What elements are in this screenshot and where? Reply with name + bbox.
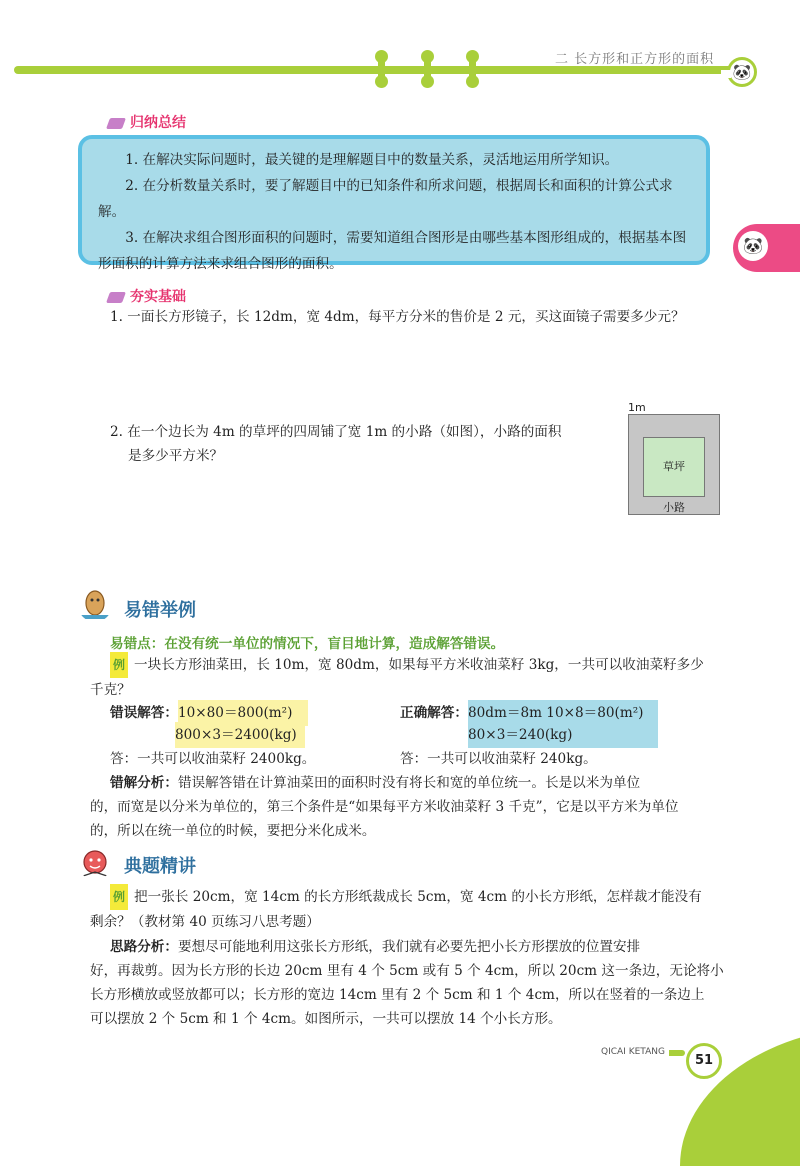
right-answer-line-2: 80×3＝240(kg) [468,722,658,748]
analysis-line-2: 的，而宽是以分米为单位的，第三个条件是“如果每平方米收油菜籽 3 千克”，它是以平方米为单位 [90,799,679,815]
footer-brand: QICAI KETANG [597,1047,669,1057]
summary-item: 3. 在解决求组合图形面积的问题时，需要知道组合图形是由哪些基本图形组成的，根据基本图形面积的计算方法来求组合图形的面积。 [98,230,687,272]
classic-analysis-line-1: 思路分析：要想尽可能地利用这张长方形纸，我们就有必要先把小长方形摆放的位置安排 [110,939,641,955]
example-line-1: 例 一块长方形油菜田，长 10m，宽 80dm，如果每平方米收油菜籽 3kg，一共可以收油菜籽多少 [110,652,704,678]
question-1: 1. 一面长方形镜子，长 12dm，宽 4dm，每平方分米的售价是 2 元，买这面镜子需要多少元？ [110,309,685,325]
mistakes-title: 易错举例 [124,600,196,621]
summary-box [78,135,710,272]
summary-item: 2. 在分析数量关系时，要了解题目中的已知条件和所求问题，根据周长和面积的计算公式求解。 [98,178,673,220]
analysis-line-3: 的，所以在统一单位的时候，要把分米化成米。 [90,823,376,839]
example-badge: 例 [110,652,128,678]
chapter-title: 二 长方形和正方形的面积 [555,52,715,67]
wrong-answer-result: 答：一共可以收油菜籽 2400kg。 [110,751,316,767]
right-answer-result: 答：一共可以收油菜籽 240kg。 [400,751,597,767]
summary-tag: 归纳总结 [108,112,186,132]
classic-analysis-line-2: 好，再裁剪。因为长方形的长边 20cm 里有 4 个 5cm 或有 5 个 4cm，所以 20cm 这一条边，无论将小 [90,963,724,979]
path-label: 小路 [663,501,685,514]
question-2-line-2: 是多少平方米？ [128,448,224,464]
analysis-line-1: 错解分析：错误解答错在计算油菜田的面积时没有将长和宽的单位统一。长是以米为单位 [110,775,641,791]
wrong-answer-line-2: 800×3＝2400(kg) [175,722,305,748]
summary-item: 1. 在解决实际问题时，最关键的是理解题目中的数量关系，灵活地运用所学知识。 [125,152,619,168]
classic-title: 典题精讲 [124,856,196,877]
header-bar [14,66,734,74]
page-number: 51 [686,1043,722,1079]
example-badge: 例 [110,884,128,910]
binder-clip-icon [469,52,476,86]
example-line-2: 千克？ [90,682,131,698]
panda-icon: 🐼 [727,57,757,87]
mistakes-mascot-icon [78,588,112,626]
binder-clip-icon [378,52,385,86]
right-answer-line-1: 正确解答：80dm＝8m 10×8＝80(m²) [400,700,658,726]
classic-example-line-2: 剩余？（教材第 40 页练习八思考题） [90,914,320,930]
binder-clip-icon [424,52,431,86]
basics-tag: 夯实基础 [108,286,186,306]
lawn-square: 草坪 [643,437,705,497]
dimension-label: 1m [628,401,646,414]
classic-analysis-line-4: 可以摆放 2 个 5cm 和 1 个 4cm。如图所示，一共可以摆放 14 个小长方形。 [90,1011,562,1027]
book-icon [106,292,126,303]
book-icon [106,118,126,129]
classic-mascot-icon [78,846,112,884]
wrong-answer-line-1: 错误解答：10×80＝800(m²) [110,700,308,726]
classic-analysis-line-3: 长方形横放或竖放都可以；长方形的宽边 14cm 里有 2 个 5cm 和 1 个 4cm，所以在竖着的一条边上 [90,987,705,1003]
question-2-line-1: 2. 在一个边长为 4m 的草坪的四周铺了宽 1m 的小路（如图），小路的面积 [110,424,562,440]
panda-icon: 🐼 [738,231,768,261]
classic-example-line-1: 例 把一张长 20cm，宽 14cm 的长方形纸裁成长 5cm，宽 4cm 的小长方形纸，怎样裁才能没有 [110,884,702,910]
mistake-point: 易错点：在没有统一单位的情况下，盲目地计算，造成解答错误。 [110,636,505,652]
